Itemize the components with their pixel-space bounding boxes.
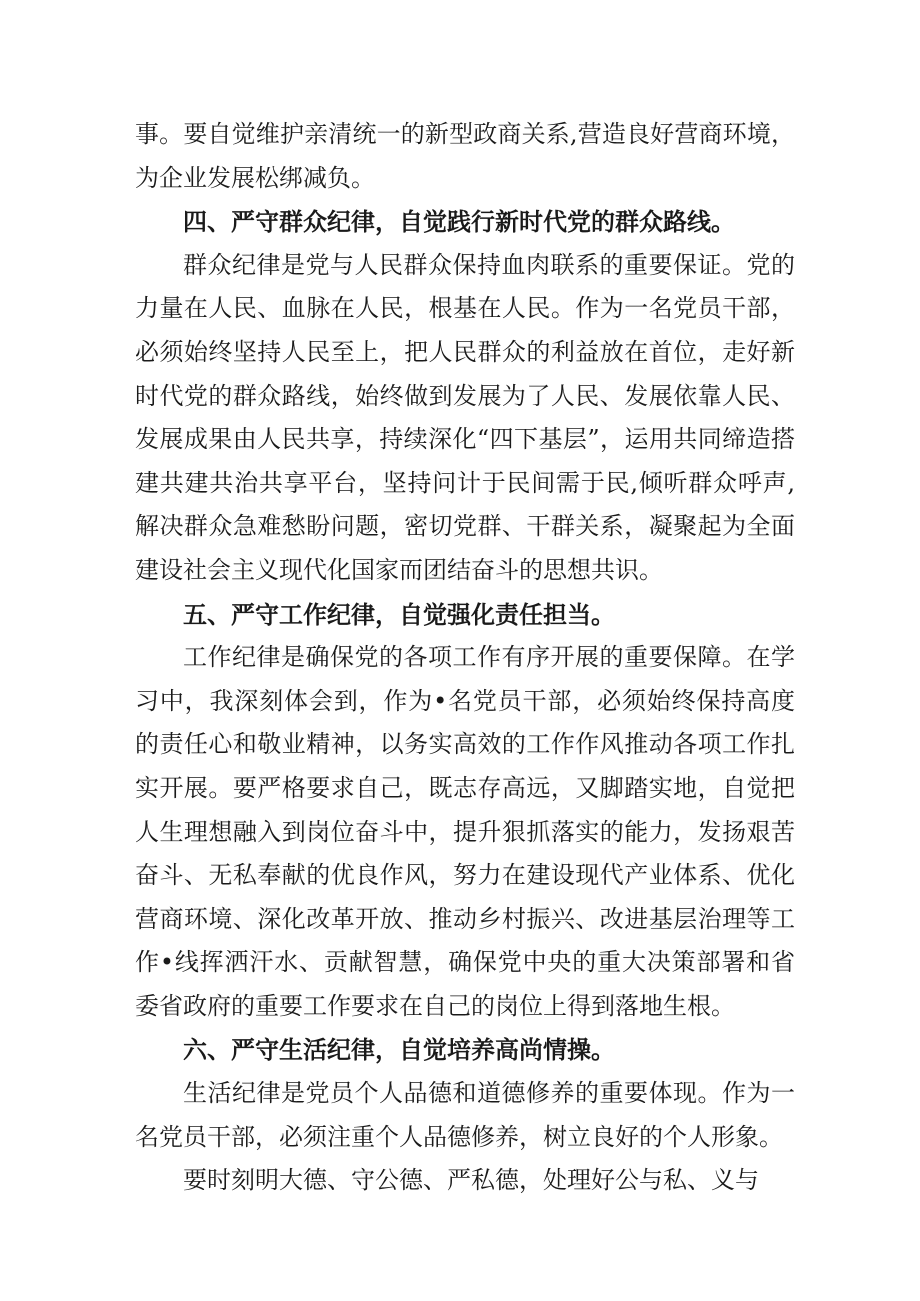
section-heading-six: 六、严守生活纪律，自觉培养高尚情操。 <box>183 1035 615 1065</box>
paragraph-morality: 要时刻明大德、守公德、严私德，处理好公与私、义与 <box>183 1166 759 1195</box>
section-heading-four: 四、严守群众纪律，自觉践行新时代党的群众路线。 <box>183 207 735 237</box>
section-heading-five: 五、严守工作纪律，自觉强化责任担当。 <box>183 599 615 629</box>
paragraph-life-discipline: 生活纪律是党员个人品德和道德修养的重要体现。作为一名党员干部，必须注重个人品德修养，树立良好的个人形象。 <box>135 1079 795 1151</box>
paragraph-continuation: 事。要自觉维护亲清统一的新型政商关系,营造良好营商环境，为企业发展松绑减负。 <box>135 120 795 192</box>
paragraph-work-discipline: 工作纪律是确保党的各项工作有序开展的重要保障。在学习中，我深刻体会到，作为•名党员干部，必须始终保持高度的责任心和敬业精神，以务实高效的工作作风推动各项工作扎实开展。要严格要求自己，既志存高远，又脚踏实地，自觉把人生理想融入到岗位奋斗中，提升狠抓落实的能力，发扬艰苦奋斗、无私奉献的优良作风，努力在建设现代产业体系、优化营商环境、深化改革开放、推动乡村振兴、改进基层治理等工作•线挥洒汗水、贡献智慧，确保党中央的重大决策部署和省委省政府的重要工作要求在自己的岗位上得到落地生根。 <box>135 643 795 1020</box>
document-body <box>135 113 795 1203</box>
paragraph-mass-discipline: 群众纪律是党与人民群众保持血肉联系的重要保证。党的力量在人民、血脉在人民，根基在人民。作为一名党员干部，必须始终坚持人民至上，把人民群众的利益放在首位，走好新时代党的群众路线，始终做到发展为了人民、发展依靠人民、发展成果由人民共享，持续深化“四下基层”，运用共同缔造搭建共建共治共享平台，坚持问计于民间需于民,倾听群众呼声,解决群众急难愁盼问题，密切党群、干群关系，凝聚起为全面建设社会主义现代化国家而团结奋斗的思想共识。 <box>135 250 795 584</box>
